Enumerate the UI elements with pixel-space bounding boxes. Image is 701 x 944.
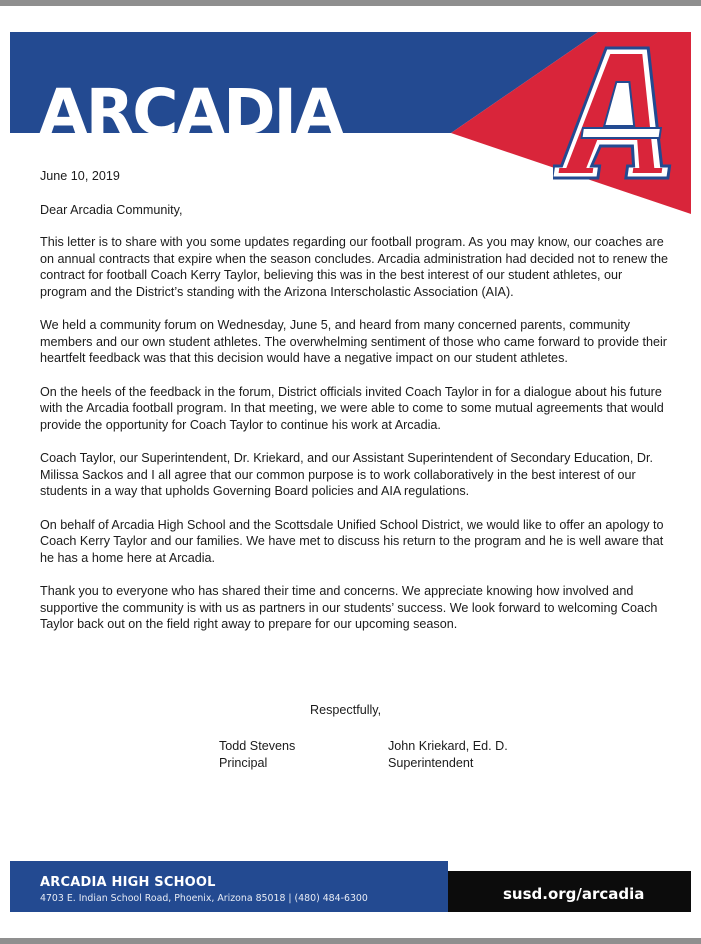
closing-line: Respectfully, bbox=[310, 703, 382, 717]
footer-school-name: ARCADIA HIGH SCHOOL bbox=[40, 875, 216, 890]
footer-website-link[interactable]: susd.org/arcadia bbox=[503, 885, 645, 903]
paragraph-3: On the heels of the feedback in the forum, District officials invited Coach Taylor in for a dialogue about his future with the Arcadia football program. In that meeting, we were able to come to some mutual agreements that would provide the opportunity for Coach Taylor to continue his work at Arcadia. bbox=[40, 384, 664, 432]
paragraph-6: Thank you to everyone who has shared their time and concerns. We appreciate knowing how involved and supportive the community is with us as partners in our students’ success. We look forward to welcoming Coach Taylor back out on the field right away to prepare for our upcoming season. bbox=[40, 584, 658, 631]
letter-page bbox=[10, 10, 691, 936]
salutation: Dear Arcadia Community, bbox=[40, 202, 183, 217]
top-border bbox=[0, 0, 701, 6]
paragraph-4: Coach Taylor, our Superintendent, Dr. Kriekard, and our Assistant Superintendent of Secondary Education, Dr. Milissa Sackos and I all agree that our common purpose is to work collaboratively in the best interest of our students in a way that upholds Governing Board policies and AIA regulations. bbox=[40, 451, 654, 498]
signer-name: John Kriekard, Ed. D. bbox=[388, 739, 508, 753]
paragraph-1: This letter is to share with you some updates regarding our football program. As you may know, our coaches are on annual contracts that expire when the season concludes. Arcadia administration had decided not to renew the contract for football Coach Kerry Taylor, believing this was in the best interest of our student athletes, our program and the District’s standing with the Arizona Interscholastic Association (AIA). bbox=[40, 235, 668, 299]
brand-wordmark: ARCADIA bbox=[39, 76, 342, 149]
paragraph-2: We held a community forum on Wednesday, June 5, and heard from many concerned parents, community members and our own student athletes. The overwhelming sentiment of those who came forward to provide their heartfelt feedback was that this decision would have a negative impact on our student athletes. bbox=[40, 318, 667, 365]
signer-name: Todd Stevens bbox=[219, 739, 296, 753]
signer-title: Principal bbox=[219, 756, 268, 770]
bottom-border bbox=[0, 938, 701, 944]
paragraph-5: On behalf of Arcadia High School and the Scottsdale Unified School District, we would like to offer an apology to Coach Kerry Taylor and our families. We have met to discuss his return to the program and he is well aware that he has a home here at Arcadia. bbox=[40, 517, 664, 565]
signer-title: Superintendent bbox=[388, 756, 474, 770]
letter-date: June 10, 2019 bbox=[40, 169, 120, 183]
signature-principal bbox=[219, 738, 295, 772]
footer-address: 4703 E. Indian School Road, Phoenix, Arizona 85018 | (480) 484-6300 bbox=[40, 893, 368, 904]
letter-footer bbox=[10, 861, 691, 912]
letter-body bbox=[40, 168, 670, 650]
arcadia-a-logo-icon bbox=[553, 42, 683, 182]
signature-superintendent bbox=[388, 738, 508, 772]
